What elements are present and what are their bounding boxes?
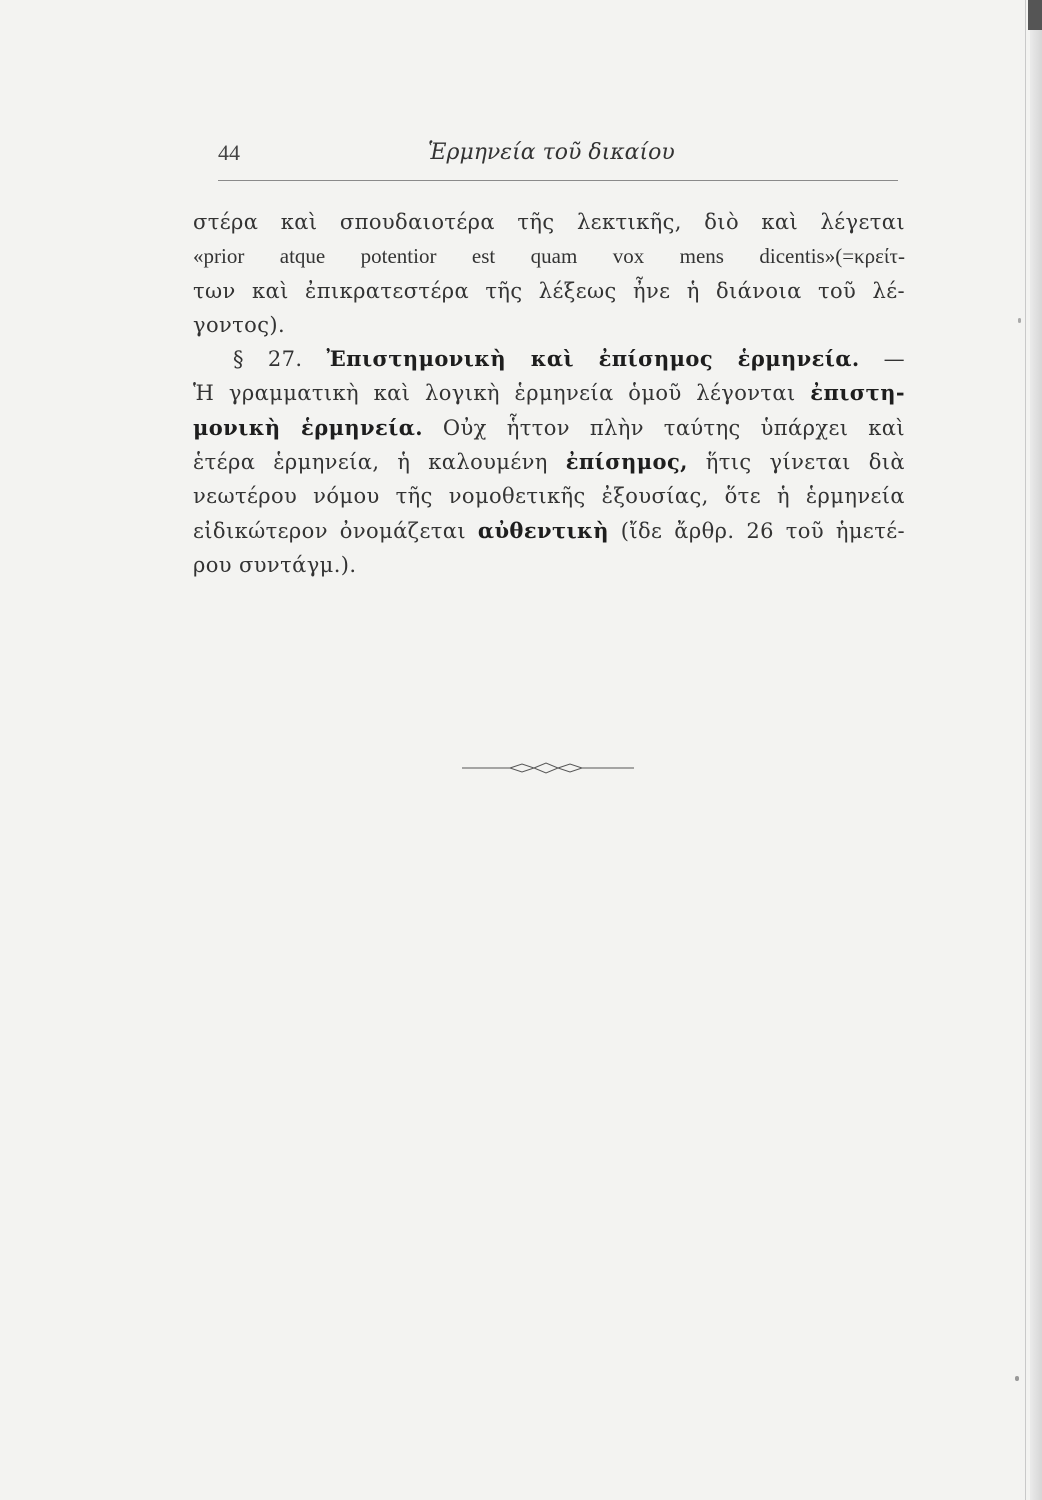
text-line [193,445,905,479]
text-line [193,411,905,445]
text-line [193,376,905,410]
text-line: στέρα καὶ σπουδαιοτέρα τῆς λεκτικῆς, διὸ καὶ λέγεται [193,210,905,234]
text-run: ἥτις γίνεται διὰ [687,450,905,475]
section-mark: § 27. [233,347,303,372]
emphasis-term: ἐπίσημος, [565,449,688,475]
emphasis-term: αὐθεντικὴ [477,517,609,543]
text-line: νεωτέρου νόμου τῆς νομοθετικῆς ἐξουσίας, ὅτε ἡ ἑρμηνεία [193,484,905,509]
text-line: ρου συντάγμ.). [193,552,357,577]
running-title: Ἑρμηνεία τοῦ δικαίου [428,140,675,165]
section-end-ornament [462,760,642,776]
section-heading: Ἐπιστημονικὴ καὶ ἐπίσημος ἑρμηνεία. [326,346,860,372]
header-rule [218,180,898,181]
body-text [193,205,905,582]
speck [1018,318,1021,323]
text-run: Οὐχ ἧττον πλὴν ταύτης ὑπάρχει καὶ [423,415,905,440]
corner-mark [1028,0,1042,30]
text-line: γοντος). [193,312,286,337]
page-number: 44 [218,140,240,165]
page-edge [1030,0,1042,1500]
text-line: «prior atque potentior est quam vox mens dicentis»(=κρείτ- [193,244,905,269]
section-dash: — [859,347,906,372]
text-line [193,514,905,548]
section-heading-line [193,342,905,376]
emphasis-term: ἐπιστη- [810,380,905,406]
text-run: Ἡ γραμματικὴ καὶ λογικὴ ἑρμηνεία ὁμοῦ λέγονται [193,381,811,406]
emphasis-term: μονικὴ ἑρμηνεία. [193,414,423,440]
text-run: εἰδικώτερον ὀνομάζεται [193,518,478,543]
text-run: (ἴδε ἄρθρ. 26 τοῦ ἡμετέ- [608,518,906,543]
text-line: των καὶ ἐπικρατεστέρα τῆς λέξεως ἦνε ἡ διάνοια τοῦ λέ- [193,278,905,303]
page-header [218,140,898,180]
speck [1015,1376,1019,1381]
text-run: ἑτέρα ἑρμηνεία, ἡ καλουμένη [193,450,566,475]
page-edge-line [1025,0,1026,1500]
